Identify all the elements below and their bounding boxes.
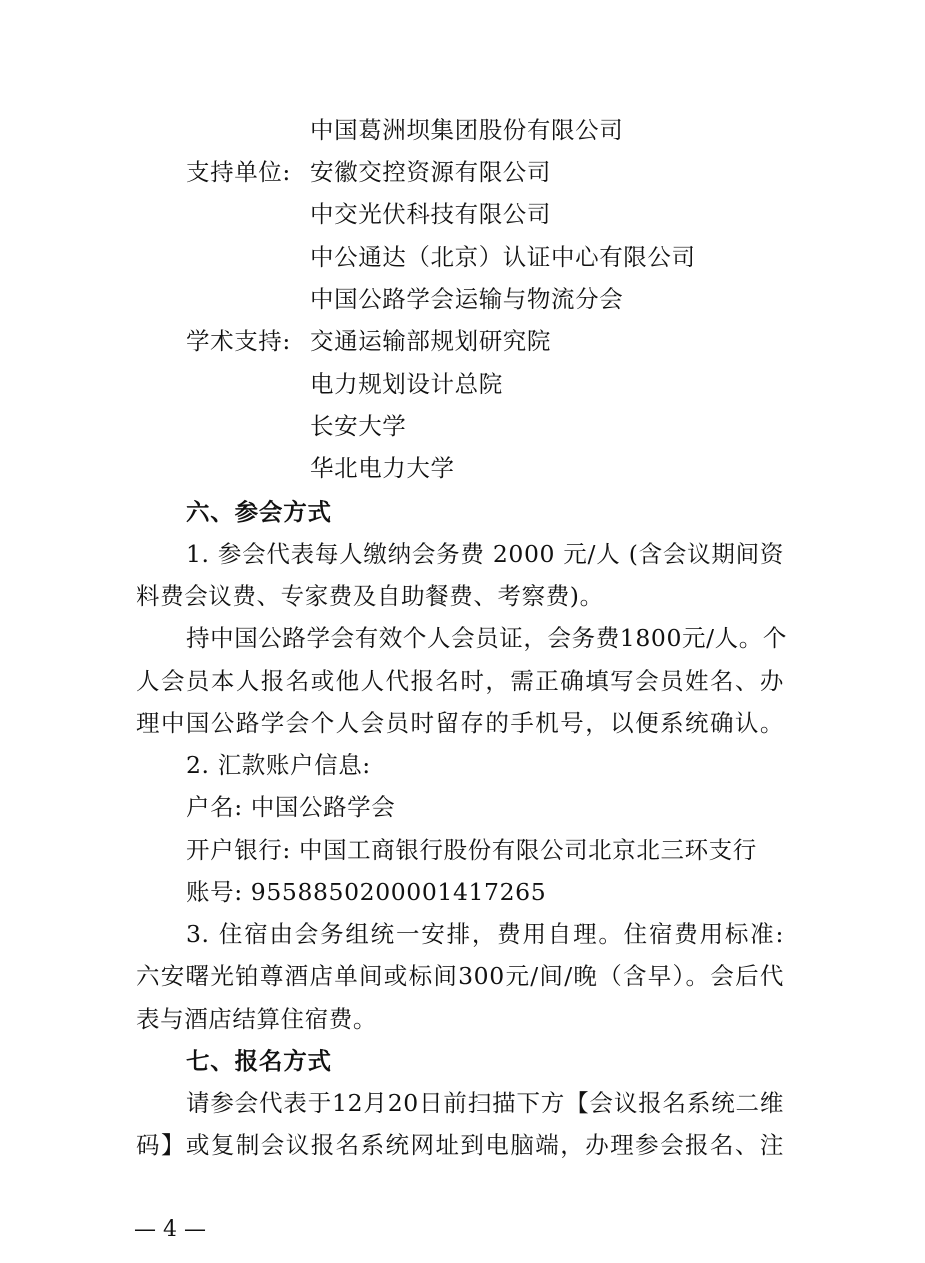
paragraph-line: 持中国公路学会有效个人会员证，会务费1800元/人。个 bbox=[186, 624, 787, 652]
section-heading: 六、参会方式 bbox=[186, 498, 332, 526]
paragraph-line: 人会员本人报名或他人代报名时，需正确填写会员姓名、办 bbox=[136, 667, 784, 695]
support-unit-item: 安徽交控资源有限公司 bbox=[310, 158, 551, 186]
page-number: — 4 — bbox=[134, 1217, 206, 1242]
paragraph-line: 请参会代表于12月20日前扫描下方【会议报名系统二维 bbox=[186, 1089, 784, 1117]
paragraph-line: 1. 参会代表每人缴纳会务费 2000 元/人 (含会议期间资 bbox=[186, 540, 784, 568]
academic-unit-item: 长安大学 bbox=[310, 412, 407, 440]
support-unit-item: 中公通达（北京）认证中心有限公司 bbox=[310, 243, 696, 271]
academic-unit-item: 电力规划设计总院 bbox=[310, 370, 503, 398]
paragraph-line: 2. 汇款账户信息: bbox=[186, 751, 371, 779]
academic-unit-item: 交通运输部规划研究院 bbox=[310, 327, 551, 355]
paragraph-line: 表与酒店结算住宿费。 bbox=[136, 1005, 377, 1033]
bank-line: 开户银行: 中国工商银行股份有限公司北京北三环支行 bbox=[186, 836, 757, 864]
organizer-line: 中国葛洲坝集团股份有限公司 bbox=[310, 116, 624, 144]
academic-unit-item: 华北电力大学 bbox=[310, 454, 455, 482]
section-heading: 七、报名方式 bbox=[186, 1047, 332, 1075]
support-units-label: 支持单位: bbox=[186, 158, 291, 186]
account-name-line: 户名: 中国公路学会 bbox=[186, 793, 396, 821]
account-number-line: 账号: 9558850200001417265 bbox=[186, 878, 547, 906]
support-unit-item: 中交光伏科技有限公司 bbox=[310, 200, 551, 228]
support-unit-item: 中国公路学会运输与物流分会 bbox=[310, 285, 624, 313]
paragraph-line: 六安曙光铂尊酒店单间或标间300元/间/晚（含早）。会后代 bbox=[136, 962, 784, 990]
paragraph-line: 理中国公路学会个人会员时留存的手机号，以便系统确认。 bbox=[136, 709, 784, 737]
paragraph-line: 3. 住宿由会务组统一安排，费用自理。住宿费用标准: bbox=[186, 920, 784, 948]
academic-support-label: 学术支持: bbox=[186, 327, 291, 355]
paragraph-line: 料费会议费、专家费及自助餐费、考察费)。 bbox=[136, 582, 604, 610]
paragraph-line: 码】或复制会议报名系统网址到电脑端，办理参会报名、注 bbox=[136, 1131, 784, 1159]
